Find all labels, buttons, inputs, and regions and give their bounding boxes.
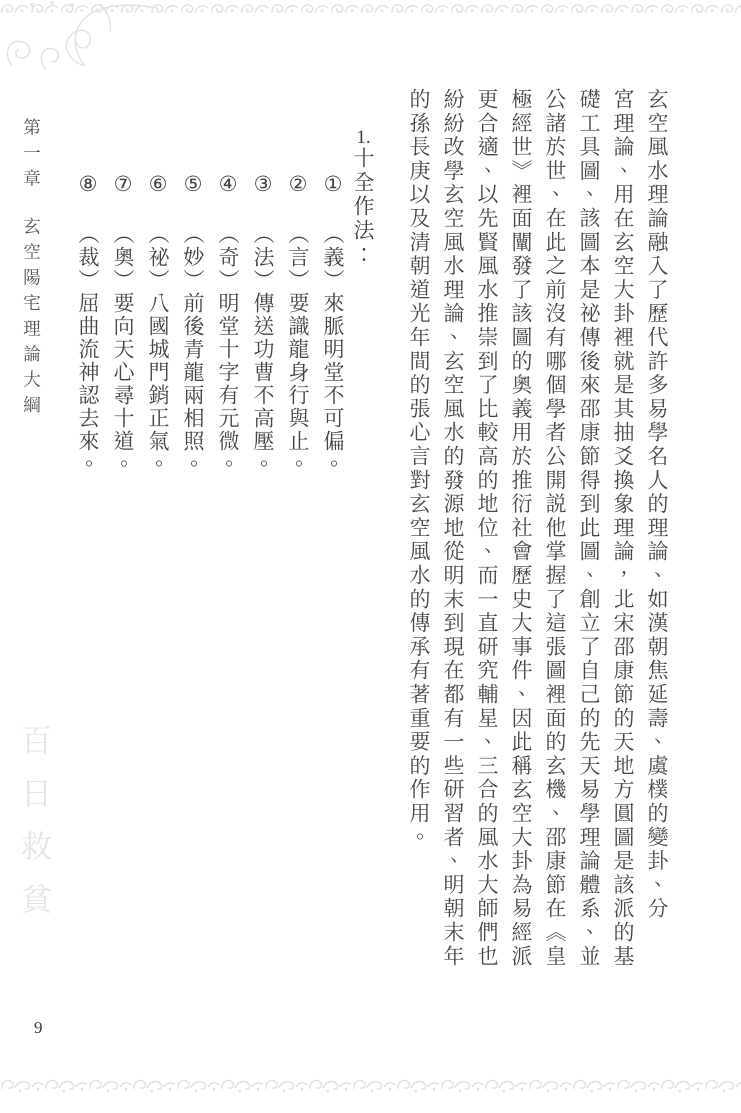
list-item [112,172,133,502]
chapter-number: 第一章 [21,118,42,195]
list-item [252,172,273,502]
list-item-number: ⑥ [146,172,170,198]
section-number: 1. [356,128,371,147]
page-number: 9 [34,1018,43,1037]
paragraph-column: 更合適、以先賢風水推崇到了比較高的地位、而一直研究輔星、三合的風水大師們也 [475,88,499,969]
top-border-ornament [0,2,741,16]
list-item-number: ⑧ [76,172,100,198]
watermark-text: 百日救貧 [16,724,51,936]
list-item-number: ④ [216,172,240,198]
list-item-number: ② [286,172,310,198]
list-item-number: ③ [251,172,275,198]
list-item-text: （義）來脈明堂不可偏。 [321,223,345,476]
chapter-title: 玄空陽宅理論大綱 [21,216,42,421]
chapter-header [22,118,40,558]
paragraph-column: 宮理論、用在玄空大卦裡就是其抽爻換象理論，北宋邵康節的天地方圓圖是該派的基 [611,88,635,969]
list-item-text: （裁）屈曲流神認去來。 [76,223,100,476]
list-item-text: （祕）八國城門銷正氣。 [146,223,170,476]
list-item [287,172,308,502]
list-item [182,172,203,502]
paragraph-column: 礎工具圖、該圖本是祕傳後來邵康節得到此圖、創立了自己的先天易學理論體系、並 [577,88,601,969]
list-item-number: ① [321,172,345,198]
paragraph-column: 極經世》裡面闡發了該圖的奧義用於推衍社會歷史大事件、因此稱玄空大卦為易經派 [509,88,533,969]
list-item [147,172,168,502]
paragraph-column: 紛紛改學玄空風水理論、玄空風水的發源地從明末到現在都有一些研習者、明朝末年 [441,88,465,969]
list-item [322,172,343,502]
numbered-list [63,172,343,502]
section-title: 十全作法： [351,147,375,267]
list-item-number: ⑤ [181,172,205,198]
corner-flourish-ornament [0,0,160,72]
list-item-text: （言）要識龍身行與止。 [286,223,310,476]
list-item-text: （妙）前後青龍兩相照。 [181,223,205,476]
list-item-text: （奧）要向天心尋十道。 [111,223,135,476]
list-item-number: ⑦ [111,172,135,198]
paragraph-column: 的孫長庚以及清朝道光年間的張心言對玄空風水的傳承有著重要的作用。 [407,88,431,850]
list-item [77,172,98,502]
section-heading [352,128,373,388]
main-paragraph [395,88,667,972]
list-item [217,172,238,502]
list-item-text: （奇）明堂十字有元微。 [216,223,240,476]
list-item-text: （法）傳送功曹不高壓。 [251,223,275,476]
paragraph-column: 玄空風水理論融入了歷代許多易學名人的理論、如漢朝焦延壽、虞樸的變卦、分 [645,88,669,921]
paragraph-column: 公諸於世、在此之前沒有哪個學者公開説他掌握了這張圖裡面的玄機、邵康節在《皇 [543,88,567,969]
bottom-border-ornament [0,1076,741,1094]
